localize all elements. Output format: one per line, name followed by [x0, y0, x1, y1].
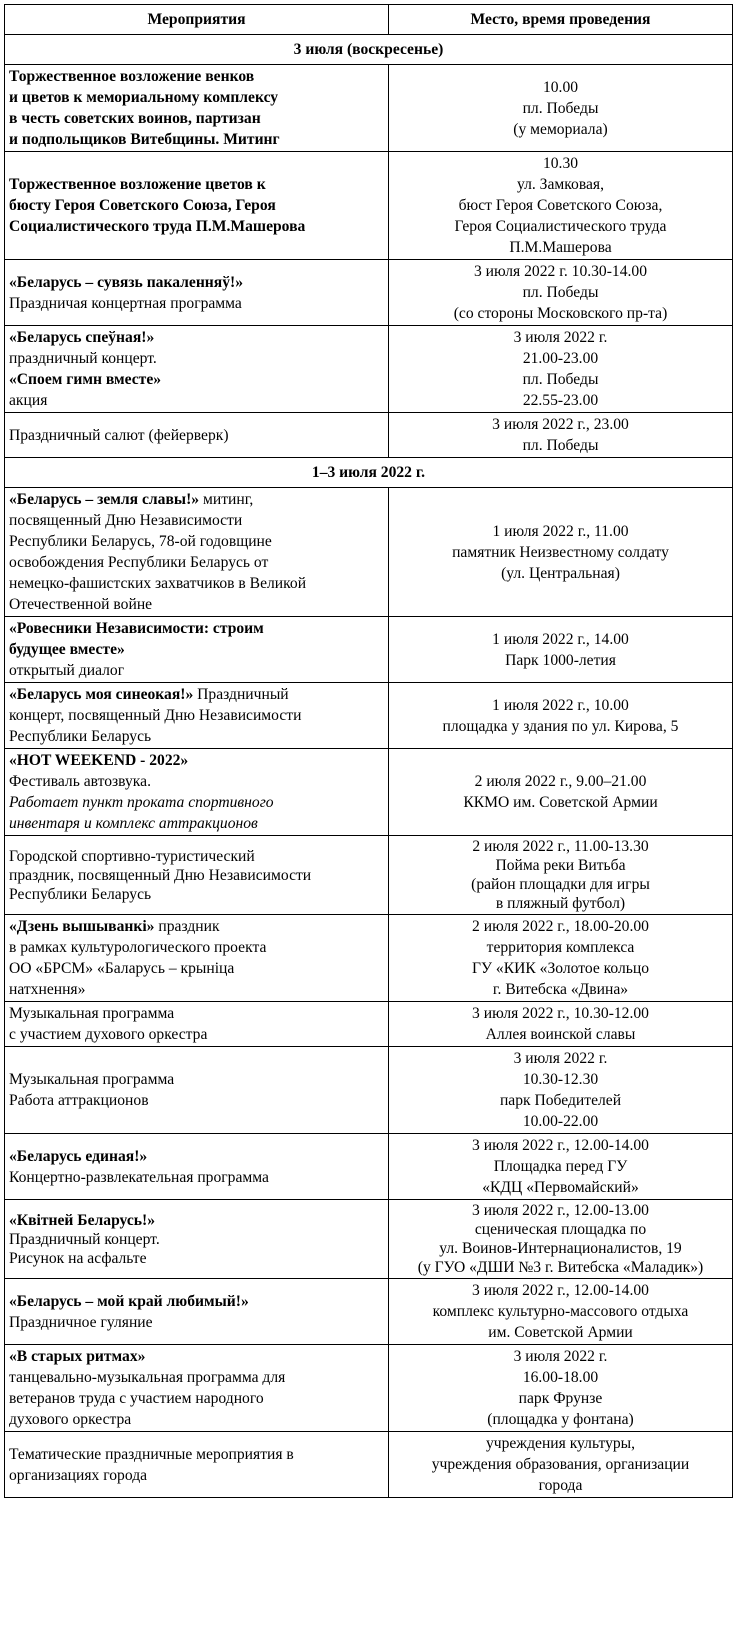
place-line: 1 июля 2022 г., 11.00: [492, 522, 629, 540]
event-cell: [5, 1345, 389, 1432]
place-time-cell: [389, 1134, 733, 1200]
place-line: 10.30: [542, 155, 579, 172]
place-line: парк Победителей: [499, 1092, 622, 1109]
event-line: [9, 129, 384, 150]
place-line: в пляжный футбол): [495, 895, 626, 912]
place-line: 3 июля 2022 г.: [513, 329, 608, 346]
place-line: 3 июля 2022 г., 12.00-13.00: [472, 1202, 649, 1219]
event-line: [9, 552, 384, 573]
event-line: [9, 293, 384, 314]
event-text: «Споем гимн вместе»: [9, 371, 162, 388]
place-time-cell: [389, 1279, 733, 1345]
place-line: «КДЦ «Первомайский»: [482, 1179, 639, 1196]
event-text: акция: [9, 392, 48, 409]
section-title: 3 июля (воскресенье): [5, 35, 733, 65]
place-line: 3 июля 2022 г.: [513, 1348, 608, 1365]
event-line: [9, 1465, 384, 1486]
section-title: 1–3 июля 2022 г.: [5, 458, 733, 488]
place-line: памятник Неизвестному солдату: [452, 543, 669, 561]
event-cell: [5, 260, 389, 326]
event-line: [9, 1291, 384, 1312]
place-line: 10.00: [542, 78, 579, 96]
event-line: [9, 531, 384, 552]
place-line: парк Фрунзе: [518, 1390, 603, 1407]
event-text: «Беларусь единая!»: [9, 1147, 148, 1165]
place-line: 22.55-23.00: [522, 392, 599, 409]
event-cell: [5, 1002, 389, 1047]
event-line: [9, 327, 384, 348]
event-line: [9, 1444, 384, 1465]
place-line: ГУ «КИК «Золотое кольцо: [471, 960, 650, 977]
place-time-cell: [389, 152, 733, 260]
place-line: 3 июля 2022 г.: [513, 1050, 608, 1067]
event-line: [9, 489, 384, 510]
place-time-cell: [389, 260, 733, 326]
table-row: [5, 1134, 733, 1200]
event-text-tail: праздник: [154, 918, 220, 935]
table-row: [5, 749, 733, 836]
event-line: [9, 1069, 384, 1090]
place-line: 3 июля 2022 г. 10.30-14.00: [473, 263, 648, 280]
place-line: (район площадки для игры: [471, 876, 650, 893]
event-line: [9, 1211, 384, 1230]
table-row: [5, 1279, 733, 1345]
event-line: [9, 1167, 384, 1188]
place-line: 2 июля 2022 г., 11.00-13.30: [472, 838, 649, 855]
place-time-cell: [389, 413, 733, 458]
event-text: Праздничное гуляние: [9, 1313, 153, 1331]
event-text: Работа аттракционов: [9, 1092, 149, 1109]
event-line: [9, 618, 384, 639]
event-line: [9, 1230, 384, 1249]
event-text: и подпольщиков Витебщины. Митинг: [9, 131, 280, 148]
event-cell: [5, 683, 389, 749]
table-row: [5, 413, 733, 458]
place-time-cell: [389, 915, 733, 1002]
event-line: [9, 916, 384, 937]
table-row: [5, 836, 733, 915]
place-time-cell: [389, 836, 733, 915]
place-line: бюст Героя Советского Союза,: [458, 197, 663, 214]
event-text: «Беларусь моя синеокая!»: [9, 686, 194, 703]
place-line: 2 июля 2022 г., 18.00-20.00: [472, 918, 649, 935]
event-text: «В старых ритмах»: [9, 1348, 146, 1365]
place-line: (ул. Центральная): [501, 564, 620, 582]
event-cell: [5, 617, 389, 683]
event-text: ветеранов труда с участием народного: [9, 1390, 264, 1407]
event-cell: [5, 1200, 389, 1279]
event-text: танцевально-музыкальная программа для: [9, 1369, 286, 1386]
place-line: Пойма реки Витьба: [495, 857, 626, 874]
place-line: пл. Победы: [522, 99, 599, 117]
event-text: «HOT WEEKEND - 2022»: [9, 752, 189, 769]
event-line: [9, 726, 384, 747]
place-line: им. Советской Армии: [488, 1324, 633, 1341]
event-line: [9, 425, 384, 446]
event-line: [9, 87, 384, 108]
event-line: [9, 369, 384, 390]
event-text: посвященный Дню Независимости: [9, 512, 243, 529]
event-text: Республики Беларусь, 78-ой годовщине: [9, 533, 272, 550]
place-time-cell: [389, 1002, 733, 1047]
table-row: [5, 915, 733, 1002]
header-place-time: Место, время проведения: [389, 5, 733, 35]
event-text: «Дзень вышыванкі»: [9, 918, 155, 935]
event-text: духового оркестра: [9, 1411, 132, 1428]
event-line: [9, 705, 384, 726]
event-text: натхнення»: [9, 981, 86, 998]
place-line: (площадка у фонтана): [487, 1411, 634, 1428]
place-line: площадка у здания по ул. Кирова, 5: [442, 717, 679, 735]
place-line: пл. Победы: [522, 284, 599, 301]
event-text: «Квітней Беларусь!»: [9, 1211, 156, 1229]
place-line: города: [538, 1477, 583, 1494]
event-text: «Беларусь – сувязь пакаленняў!»: [9, 273, 244, 291]
event-text: «Беларусь – земля славы!»: [9, 491, 200, 508]
event-text: в честь советских воинов, партизан: [9, 110, 261, 127]
event-cell: [5, 1047, 389, 1134]
event-line: [9, 750, 384, 771]
event-text: ОО «БРСМ» «Баларусь – крыніца: [9, 960, 235, 977]
event-cell: [5, 1432, 389, 1498]
event-cell: [5, 326, 389, 413]
event-text: открытый диалог: [9, 662, 125, 679]
event-line: [9, 573, 384, 594]
event-cell: [5, 1279, 389, 1345]
event-cell: [5, 1134, 389, 1200]
event-text: Республики Беларусь: [9, 885, 152, 903]
place-time-cell: [389, 1432, 733, 1498]
table-body: [5, 35, 733, 1498]
event-text: «Беларусь спеўная!»: [9, 329, 155, 346]
event-line: [9, 1090, 384, 1111]
event-text: «Ровесники Независимости: строим: [9, 620, 264, 637]
place-line: ул. Замковая,: [516, 176, 605, 193]
event-line: [9, 510, 384, 531]
event-text: освобождения Республики Беларусь от: [9, 554, 269, 571]
event-text: с участием духового оркестра: [9, 1026, 208, 1043]
event-text: Праздничая концертная программа: [9, 294, 242, 312]
place-time-cell: [389, 65, 733, 152]
event-text: Праздничный концерт.: [9, 1230, 160, 1248]
place-line: 10.30-12.30: [522, 1071, 599, 1088]
table-header-row: [5, 5, 733, 35]
place-line: 1 июля 2022 г., 10.00: [492, 696, 629, 714]
event-text: Отечественной войне: [9, 596, 153, 613]
event-text: Тематические праздничные мероприятия в: [9, 1445, 294, 1463]
event-text: «Беларусь – мой край любимый!»: [9, 1292, 249, 1310]
place-time-cell: [389, 617, 733, 683]
event-text: Торжественное возложение венков: [9, 68, 255, 85]
place-line: пл. Победы: [522, 371, 599, 388]
event-line: [9, 1346, 384, 1367]
table-row: [5, 1432, 733, 1498]
event-text: будущее вместе»: [9, 641, 125, 658]
event-line: [9, 66, 384, 87]
events-table: [4, 4, 733, 1498]
event-line: [9, 108, 384, 129]
table-row: [5, 65, 733, 152]
place-line: сценическая площадка по: [474, 1221, 647, 1238]
event-line: [9, 885, 384, 904]
event-text: и цветов к мемориальному комплексу: [9, 89, 279, 106]
event-cell: [5, 488, 389, 617]
table-row: [5, 1200, 733, 1279]
place-line: Парк 1000-летия: [505, 651, 616, 669]
event-cell: [5, 413, 389, 458]
place-line: (у ГУО «ДШИ №3 г. Витебска «Маладик»): [417, 1259, 704, 1276]
place-time-cell: [389, 683, 733, 749]
place-time-cell: [389, 1047, 733, 1134]
header-events: Мероприятия: [5, 5, 389, 35]
event-text: инвентаря и комплекс аттракционов: [9, 815, 258, 832]
event-text: организациях города: [9, 1466, 148, 1484]
event-line: [9, 847, 384, 866]
place-line: 3 июля 2022 г., 12.00-14.00: [472, 1137, 649, 1154]
place-line: территория комплекса: [486, 939, 635, 956]
place-line: 16.00-18.00: [522, 1369, 599, 1386]
event-text: Праздничный салют (фейерверк): [9, 426, 229, 444]
place-line: (у мемориала): [513, 120, 608, 138]
event-text-tail: митинг,: [199, 491, 254, 508]
place-line: (со стороны Московского пр-та): [453, 305, 668, 322]
event-line: [9, 1388, 384, 1409]
table-row: [5, 1047, 733, 1134]
place-line: пл. Победы: [522, 437, 599, 454]
event-line: [9, 684, 384, 705]
place-line: учреждения образования, организации: [431, 1456, 690, 1473]
place-line: г. Витебска «Двина»: [492, 981, 629, 998]
event-text: Рисунок на асфальте: [9, 1249, 147, 1267]
event-line: [9, 1146, 384, 1167]
event-text: бюсту Героя Советского Союза, Героя: [9, 197, 276, 214]
event-line: [9, 979, 384, 1000]
event-text: Торжественное возложение цветов к: [9, 176, 266, 193]
event-line: [9, 216, 384, 237]
event-line: [9, 348, 384, 369]
event-text: Социалистического труда П.М.Машерова: [9, 218, 306, 235]
section-row: [5, 458, 733, 488]
event-line: [9, 639, 384, 660]
event-line: [9, 1409, 384, 1430]
event-text: Работает пункт проката спортивного: [9, 794, 274, 811]
table-row: [5, 1002, 733, 1047]
place-line: 10.00-22.00: [522, 1113, 599, 1130]
event-line: [9, 771, 384, 792]
event-text: Концертно-развлекательная программа: [9, 1168, 269, 1186]
event-line: [9, 660, 384, 681]
event-text: Фестиваль автозвука.: [9, 773, 151, 790]
place-line: 2 июля 2022 г., 9.00–21.00: [474, 773, 647, 790]
place-time-cell: [389, 1200, 733, 1279]
place-line: 3 июля 2022 г., 10.30-12.00: [472, 1005, 649, 1022]
event-text: концерт, посвященный Дню Независимости: [9, 707, 302, 724]
event-cell: [5, 915, 389, 1002]
event-text: в рамках культурологического проекта: [9, 939, 267, 956]
place-line: ул. Воинов-Интернационалистов, 19: [439, 1240, 682, 1257]
event-line: [9, 174, 384, 195]
event-cell: [5, 65, 389, 152]
event-line: [9, 1249, 384, 1268]
event-cell: [5, 749, 389, 836]
event-text: немецко-фашистских захватчиков в Великой: [9, 575, 307, 592]
event-line: [9, 1024, 384, 1045]
event-cell: [5, 152, 389, 260]
table-row: [5, 683, 733, 749]
event-line: [9, 1003, 384, 1024]
place-line: учреждения культуры,: [485, 1435, 636, 1452]
place-time-cell: [389, 1345, 733, 1432]
event-line: [9, 937, 384, 958]
place-line: 3 июля 2022 г., 23.00: [492, 416, 629, 433]
place-time-cell: [389, 326, 733, 413]
section-row: [5, 35, 733, 65]
place-line: 1 июля 2022 г., 14.00: [492, 630, 629, 648]
table-row: [5, 152, 733, 260]
place-line: Аллея воинской славы: [485, 1026, 636, 1043]
table-row: [5, 488, 733, 617]
event-cell: [5, 836, 389, 915]
place-line: Героя Социалистического труда: [454, 218, 667, 235]
place-line: ККМО им. Советской Армии: [463, 794, 658, 811]
event-text: Музыкальная программа: [9, 1005, 175, 1022]
event-line: [9, 594, 384, 615]
event-line: [9, 792, 384, 813]
table-row: [5, 326, 733, 413]
event-line: [9, 195, 384, 216]
place-line: комплекс культурно-массового отдыха: [432, 1303, 689, 1320]
event-line: [9, 390, 384, 411]
event-text: Музыкальная программа: [9, 1071, 175, 1088]
event-line: [9, 958, 384, 979]
table-row: [5, 260, 733, 326]
event-line: [9, 272, 384, 293]
event-line: [9, 813, 384, 834]
event-text-tail: Праздничный: [193, 686, 289, 703]
event-text: Городской спортивно-туристический: [9, 847, 255, 865]
table-row: [5, 617, 733, 683]
table-row: [5, 1345, 733, 1432]
event-text: праздник, посвященный Дню Независимости: [9, 866, 312, 884]
place-line: 21.00-23.00: [522, 350, 599, 367]
place-line: П.М.Машерова: [509, 239, 612, 256]
event-text: праздничный концерт.: [9, 350, 157, 367]
place-time-cell: [389, 488, 733, 617]
event-line: [9, 866, 384, 885]
event-line: [9, 1367, 384, 1388]
place-line: 3 июля 2022 г., 12.00-14.00: [472, 1282, 649, 1299]
event-text: Республики Беларусь: [9, 728, 152, 745]
event-line: [9, 1312, 384, 1333]
place-line: Площадка перед ГУ: [493, 1158, 628, 1175]
place-time-cell: [389, 749, 733, 836]
